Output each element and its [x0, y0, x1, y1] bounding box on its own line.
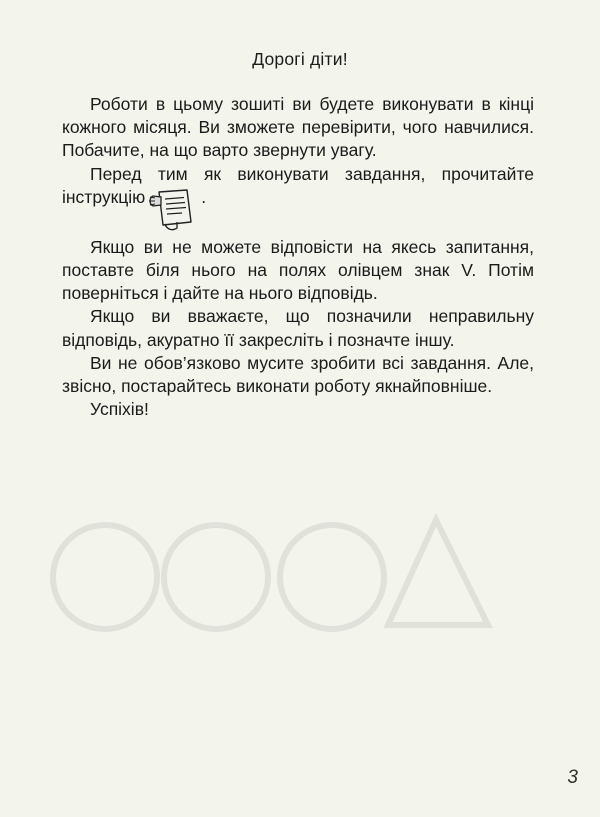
instruction-period: . — [201, 186, 207, 207]
paragraph-intro: Роботи в цьому зошиті ви будете виконувати в кінці кожного місяця. Ви зможете перевірити, чого навчилися. Побачите, на що варто звернути увагу. — [62, 94, 534, 161]
paragraph-not-required: Ви не обов’язково мусите зробити всі завдання. Але, звісно, постарайтесь виконати роботу якнайповніше. — [62, 352, 534, 397]
page-number: 3 — [567, 767, 578, 788]
instruction-word: інструкцію — [62, 186, 146, 207]
paragraph-mark-question: Якщо ви не можете відповісти на якесь запитання, поставте біля нього на полях олівцем знак V. Потім поверніться і дайте на нього відповідь. — [62, 236, 534, 304]
page-title: Дорогі діти! — [252, 49, 348, 69]
instruction-line — [62, 186, 534, 232]
instruction-sheet-icon — [147, 186, 199, 232]
paragraph-wrong-answer: Якщо ви вважаєте, що позначили неправильну відповідь, акуратно її закресліть і позначте іншу. — [62, 306, 534, 350]
paragraph-good-luck: Успіхів! — [90, 399, 149, 420]
instructions-text — [62, 93, 534, 421]
paragraph-read-instruction: Перед тим як виконувати завдання, прочитайте — [90, 163, 534, 184]
